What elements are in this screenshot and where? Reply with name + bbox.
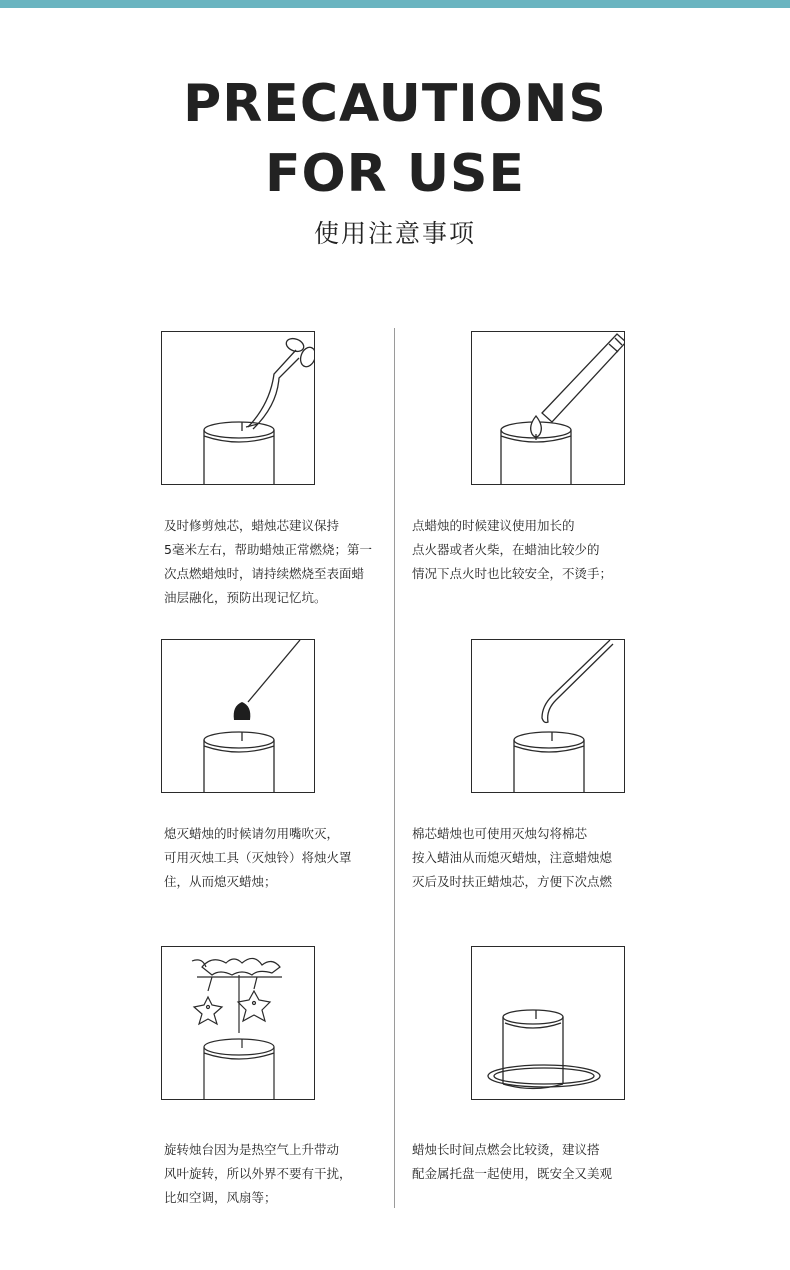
card-text-tray: 蜡烛长时间点燃会比较烫，建议搭 配金属托盘一起使用，既安全又美观	[412, 1142, 613, 1181]
card-text-trim-wick: 及时修剪烛芯，蜡烛芯建议保持 5毫米左右，帮助蜡烛正常燃烧；第一 次点燃蜡烛时，请持续燃烧至表面蜡 油层融化，预防出现记忆坑。	[164, 518, 372, 605]
title-line-1: PRECAUTIONS	[183, 74, 607, 134]
candle-snuffer-icon	[161, 639, 315, 793]
star-carousel-icon	[161, 946, 315, 1100]
subtitle: 使用注意事项	[313, 219, 476, 248]
wick-dipper-icon	[471, 639, 625, 793]
card-text-lighter: 点蜡烛的时候建议使用加长的 点火器或者火柴，在蜡油比较少的 情况下点火时也比较安全，不烫手；	[412, 518, 613, 581]
card-text-dipper: 棉芯蜡烛也可使用灭烛勾将棉芯 按入蜡油从而熄灭蜡烛，注意蜡烛熄 灭后及时扶正蜡烛芯，方便下次点燃	[412, 826, 613, 889]
long-lighter-icon	[471, 331, 625, 485]
card-text-carousel: 旋转烛台因为是热空气上升带动 风叶旋转，所以外界不要有干扰， 比如空调，风扇等；	[164, 1142, 352, 1205]
wick-trimmer-icon	[161, 331, 315, 485]
title-line-2: FOR USE	[264, 144, 526, 204]
column-divider	[394, 328, 395, 1208]
top-accent-bar	[0, 0, 790, 8]
candle-tray-icon	[471, 946, 625, 1100]
card-text-snuffer: 熄灭蜡烛的时候请勿用嘴吹灭， 可用灭烛工具（灭烛铃）将烛火罩 住，从而熄灭蜡烛；	[164, 826, 352, 889]
